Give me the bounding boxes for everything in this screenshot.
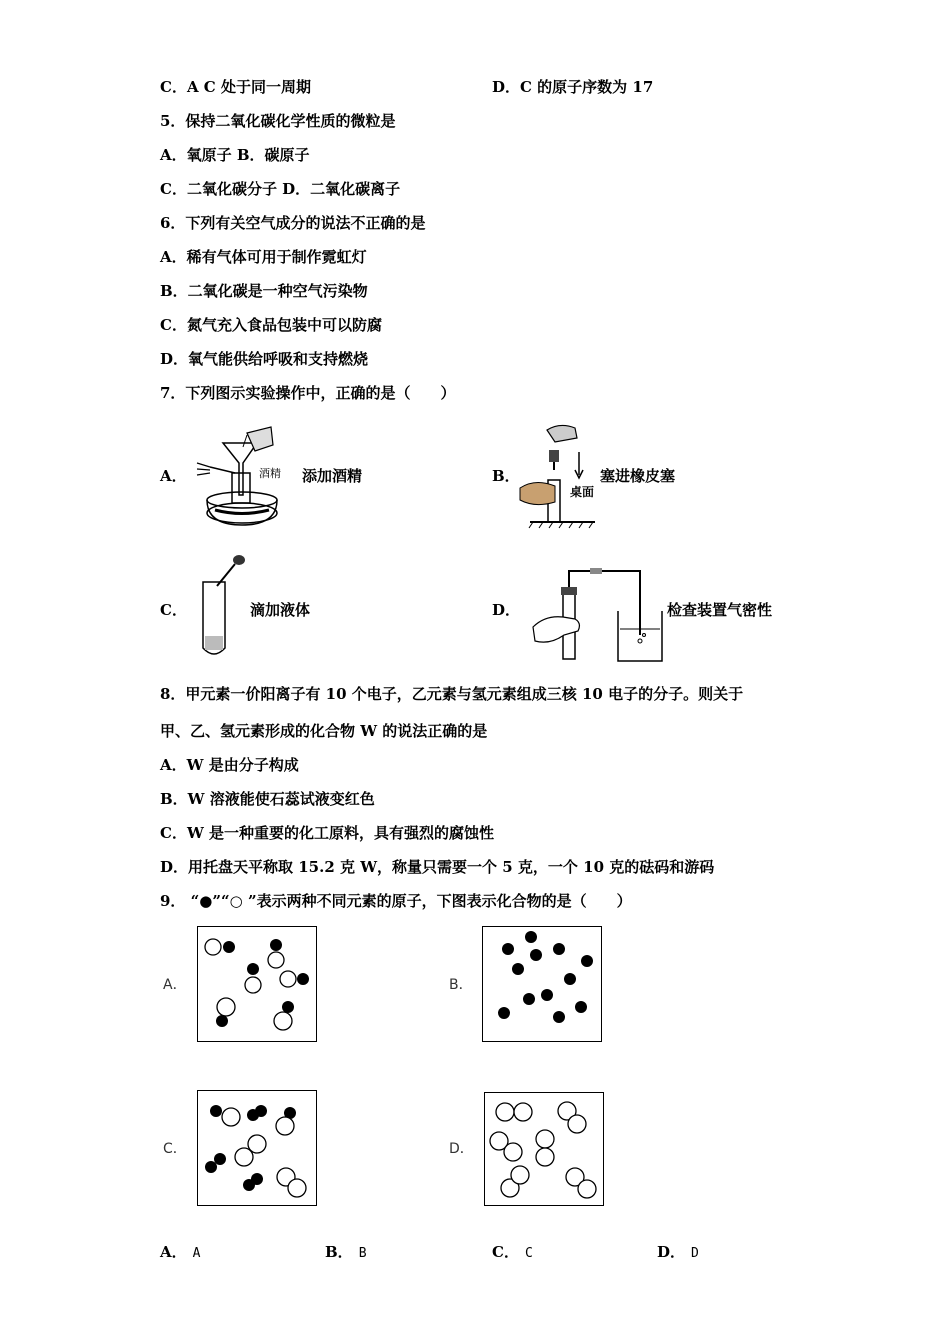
- q8-option-c: C．W 是一种重要的化工原料，具有强烈的腐蚀性: [160, 824, 495, 842]
- q9-answer-b: B． B: [325, 1243, 367, 1261]
- q9-answer-a: A． A: [160, 1243, 201, 1261]
- q8-stem-line1: 8．甲元素一价阳离子有 10 个电子，乙元素与氢元素组成三核 10 电子的分子。则关于: [160, 685, 744, 703]
- q9-box-d-label: D．: [449, 1141, 474, 1157]
- stopper-illustration: [515, 420, 600, 530]
- q6-option-c: C．氮气充入食品包装中可以防腐: [160, 316, 382, 334]
- dropper-illustration: [195, 552, 250, 662]
- q9-box-a-label: A．: [163, 977, 187, 993]
- q7-c-caption: 滴加液体: [250, 601, 311, 619]
- q7-b-label: B．: [492, 467, 520, 485]
- q5-options-ab: A．氧原子 B．碳原子: [160, 146, 310, 164]
- q8-option-b: B．W 溶液能使石蕊试液变红色: [160, 790, 375, 808]
- q7-d-label: D．: [492, 601, 521, 619]
- q5-options-cd: C．二氧化碳分子 D．二氧化碳离子: [160, 180, 401, 198]
- q6-option-a: A．稀有气体可用于制作霓虹灯: [160, 248, 367, 266]
- desk-label-text: 桌面: [570, 485, 595, 499]
- q9-box-c-label: C．: [163, 1141, 187, 1157]
- q7-stem: 7．下列图示实验操作中，正确的是（ ）: [160, 384, 456, 402]
- q4-option-d: D．C 的原子序数为 17: [492, 78, 654, 96]
- q8-option-a: A．W 是由分子构成: [160, 756, 299, 774]
- q4-option-c: C．A C 处于同一周期: [160, 78, 311, 96]
- q6-option-d: D．氧气能供给呼吸和支持燃烧: [160, 350, 369, 368]
- q9-box-b: [482, 926, 602, 1042]
- q7-d-caption: 检查装置气密性: [667, 601, 773, 619]
- q7-b-caption: 塞进橡皮塞: [600, 467, 676, 485]
- q6-stem: 6．下列有关空气成分的说法不正确的是: [160, 214, 426, 232]
- q9-answer-d: D． D: [657, 1243, 699, 1261]
- q9-stem: 9． “●”“○ ”表示两种不同元素的原子，下图表示化合物的是（ ）: [160, 892, 632, 910]
- q8-stem-line2: 甲、乙、氢元素形成的化合物 W 的说法正确的是: [160, 722, 488, 740]
- q9-answer-c: C． C: [492, 1243, 533, 1261]
- q7-a-caption: 添加酒精: [302, 467, 363, 485]
- q9-box-d: [484, 1092, 604, 1206]
- q7-a-label: A．: [160, 467, 187, 485]
- q8-option-d: D．用托盘天平称取 15.2 克 W，称量只需要一个 5 克，一个 10 克的砝码和游码: [160, 858, 715, 876]
- airtightness-illustration: [530, 565, 665, 665]
- q5-stem: 5．保持二氧化碳化学性质的微粒是: [160, 112, 396, 130]
- alcohol-label-text: 酒精: [259, 467, 281, 480]
- q9-box-a: [197, 926, 317, 1042]
- q9-box-b-label: B．: [449, 977, 473, 993]
- q7-c-label: C．: [160, 601, 187, 619]
- q9-box-c: [197, 1090, 317, 1206]
- alcohol-lamp-illustration: [185, 425, 300, 530]
- q6-option-b: B．二氧化碳是一种空气污染物: [160, 282, 368, 300]
